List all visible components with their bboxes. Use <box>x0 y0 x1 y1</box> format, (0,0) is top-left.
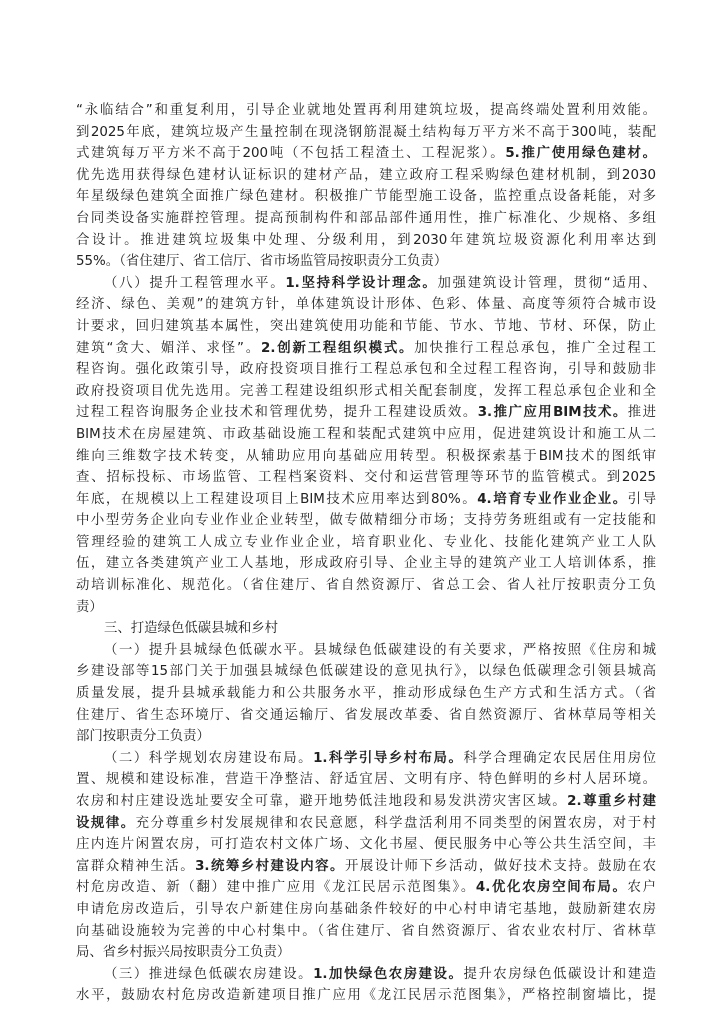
text-line <box>76 705 656 727</box>
text-line <box>76 316 656 338</box>
text-line <box>76 921 656 943</box>
text-line <box>76 899 656 921</box>
text-line <box>76 208 656 230</box>
body-text: 水平，鼓励农村危房改造新建项目推广应用《龙江民居示范图集》，严格控制窗墙比，提 <box>76 988 656 1004</box>
text-line <box>76 856 656 878</box>
body-text: （八）提升工程管理水平。 <box>104 275 286 291</box>
body-text: 乡建设部等15部门关于加强县城绿色低碳建设的意见执行》，以绿色低碳理念引领县城高 <box>76 664 656 680</box>
body-text: 充分尊重乡村发展规律和农民意愿，科学盘活利用不同类型的闲置农房，对于村 <box>135 815 657 831</box>
body-text: 年星级绿色建筑全面推广绿色建材。积极推广节能型施工设备，监控重点设备耗能，对多 <box>76 189 656 205</box>
text-line <box>76 402 656 424</box>
text-line <box>76 661 656 683</box>
bold-heading-text: 1.加快绿色农房建设。 <box>313 966 464 982</box>
text-line <box>76 683 656 705</box>
body-text: 查、招标投标、市场监管、工程档案资料、交付和运营管理等环节的监管模式。到2025 <box>76 470 656 486</box>
text-line <box>76 985 656 1007</box>
text-line <box>76 424 656 446</box>
body-text: 55%。（省住建厅、省工信厅、省市场监管局按职责分工负责） <box>76 254 448 270</box>
body-text: “永临结合”和重复利用，引导企业就地处置再利用建筑垃圾，提高终端处置利用效能。 <box>76 103 656 118</box>
body-text: BIM技术在房屋建筑、市政基础设施工程和装配式建筑中应用，促进建筑设计和施工从二 <box>76 426 656 442</box>
body-text: 建筑“贪大、媚洋、求怪”。 <box>76 340 262 356</box>
bold-heading-text: 5.推广使用绿色建材。 <box>505 146 657 162</box>
body-text: 计要求，回归建筑基本属性，突出建筑使用功能和节能、节水、节地、节材、环保，防止 <box>76 318 656 334</box>
body-text: 合设计。推进建筑垃圾集中处理、分级利用，到2030年建筑垃圾资源化利用率达到 <box>76 232 656 248</box>
body-text: 维向三维数字技术转变，从辅助应用向基础应用转型。积极探索基于BIM技术的图纸审 <box>76 448 656 464</box>
text-line <box>76 726 656 748</box>
bold-heading-text: 3.推广应用BIM技术。 <box>477 405 628 421</box>
bold-heading-text: 4.优化农房空间布局。 <box>475 880 628 896</box>
text-line <box>76 467 656 489</box>
body-text: 经济、绿色、美观”的建筑方针，单体建筑设计形体、色彩、体量、高度等须符合城市设 <box>76 297 656 313</box>
body-text: 台同类设备实施群控管理。提高预制构件和部品部件通用性，推广标准化、少规格、多组 <box>76 210 656 226</box>
body-text: 加强建筑设计管理，贯彻“适用、 <box>437 275 657 291</box>
text-line <box>76 618 656 640</box>
body-text: 农房和村庄建设选址要安全可靠，避开地势低洼地段和易发洪涝灾害区域。 <box>76 794 568 809</box>
text-line <box>76 186 656 208</box>
body-text: 加快推行工程总承包，推广全过程工 <box>414 340 657 356</box>
text-line <box>76 143 656 165</box>
text-line <box>76 446 656 468</box>
body-text: 程咨询。强化政策引导，政府投资项目推行工程总承包和全过程工程咨询，引导和鼓励非 <box>76 362 656 378</box>
text-line <box>76 100 656 122</box>
text-line <box>76 251 656 273</box>
body-text: 住建厅、省生态环境厅、省交通运输厅、省发展改革委、省自然资源厅、省林草局等相关 <box>76 707 656 723</box>
body-text: 推进 <box>627 405 657 421</box>
text-line <box>76 597 656 619</box>
text-line <box>76 553 656 575</box>
text-line <box>76 489 656 511</box>
text-line <box>76 834 656 856</box>
body-text: 提升农房绿色低碳设计和建造 <box>463 966 657 982</box>
body-text: 责） <box>76 599 103 615</box>
text-line <box>76 510 656 532</box>
text-line <box>76 230 656 252</box>
body-text: 科学合理确定农民居住用房位 <box>463 750 657 766</box>
text-line <box>76 165 656 187</box>
text-line <box>76 381 656 403</box>
body-text: （二）科学规划农房建设布局。 <box>104 750 314 766</box>
text-line <box>76 748 656 770</box>
body-text: 三、打造绿色低碳县城和乡村 <box>104 621 279 637</box>
bold-heading-text: 1.科学引导乡村布局。 <box>313 750 464 766</box>
bold-heading-text: 2.创新工程组织模式。 <box>261 340 415 356</box>
bold-heading-text: 3.统筹乡村建设内容。 <box>195 858 345 874</box>
body-text: 申请危房改造后，引导农户新建住房向基础条件较好的中心村申请宅基地，鼓励新建农房 <box>76 901 656 917</box>
text-line <box>76 338 656 360</box>
document-body <box>76 100 656 1007</box>
bold-heading-text: 设规律。 <box>76 815 136 831</box>
text-line <box>76 532 656 554</box>
text-line <box>76 813 656 835</box>
body-text: 向基础设施较为完善的中心村集中。（省住建厅、省自然资源厅、省农业农村厅、省林草 <box>76 923 656 939</box>
text-line <box>76 769 656 791</box>
body-text: 到2025年底，建筑垃圾产生量控制在现浇钢筋混凝土结构每万平方米不高于300吨，装配 <box>76 124 656 140</box>
body-text: 质量发展，提升县城承载能力和公共服务水平，推动形成绿色生产方式和生活方式。（省 <box>76 686 656 702</box>
bold-heading-text: 4.培育专业作业企业。 <box>477 491 628 507</box>
text-line <box>76 273 656 295</box>
body-text: 农户 <box>627 880 656 896</box>
body-text: 式建筑每万平方米不高于200吨（不包括工程渣土、工程泥浆）。 <box>76 146 506 162</box>
body-text: 年底，在规模以上工程建设项目上BIM技术应用率达到80%。 <box>76 491 478 507</box>
text-line <box>76 964 656 986</box>
body-text: 置、规模和建设标准，营造干净整洁、舒适宜居、文明有序、特色鲜明的乡村人居环境。 <box>76 772 656 788</box>
body-text: 开展设计师下乡活动，做好技术支持。鼓励在农 <box>344 858 657 874</box>
body-text: 引导 <box>627 491 657 507</box>
text-line <box>76 122 656 144</box>
body-text: 动培训标准化、规范化。（省住建厅、省自然资源厅、省总工会、省人社厅按职责分工负 <box>76 578 656 594</box>
body-text: 伍，建立各类建筑产业工人基地，形成政府引导、企业主导的建筑产业工人培训体系，推 <box>76 556 656 572</box>
body-text: 管理经验的建筑工人成立专业作业企业，培育职业化、专业化、技能化建筑产业工人队 <box>76 534 656 550</box>
text-line <box>76 294 656 316</box>
body-text: 庄内连片闲置农房，可打造农村文体广场、文化书屋、便民服务中心等公共生活空间，丰 <box>76 837 656 853</box>
body-text: （一）提升县城绿色低碳水平。县城绿色低碳建设的有关要求，严格按照《住房和城 <box>104 642 656 658</box>
text-line <box>76 575 656 597</box>
body-text: 中小型劳务企业向专业作业企业转型，做专做精细分市场；支持劳务班组或有一定技能和 <box>76 513 656 529</box>
text-line <box>76 877 656 899</box>
body-text: 政府投资项目优先选用。完善工程建设组织形式相关配套制度，发挥工程总承包企业和全 <box>76 383 656 399</box>
body-text: 优先选用获得绿色建材认证标识的建材产品，建立政府工程采购绿色建材机制，到2030 <box>76 167 656 183</box>
body-text: 局、省乡村振兴局按职责分工负责） <box>76 945 291 961</box>
text-line <box>76 640 656 662</box>
body-text: 富群众精神生活。 <box>76 858 196 874</box>
bold-heading-text: 2.尊重乡村建 <box>567 794 656 809</box>
body-text: （三）推进绿色低碳农房建设。 <box>104 966 314 982</box>
body-text: 村危房改造、新（翻）建中推广应用《龙江民居示范图集》。 <box>76 880 476 896</box>
body-text: 过程工程咨询服务企业技术和管理优势，提升工程建设质效。 <box>76 405 478 421</box>
bold-heading-text: 1.坚持科学设计理念。 <box>285 275 438 291</box>
text-line <box>76 359 656 381</box>
text-line <box>76 942 656 964</box>
text-line <box>76 791 656 813</box>
body-text: 部门按职责分工负责） <box>76 729 210 745</box>
